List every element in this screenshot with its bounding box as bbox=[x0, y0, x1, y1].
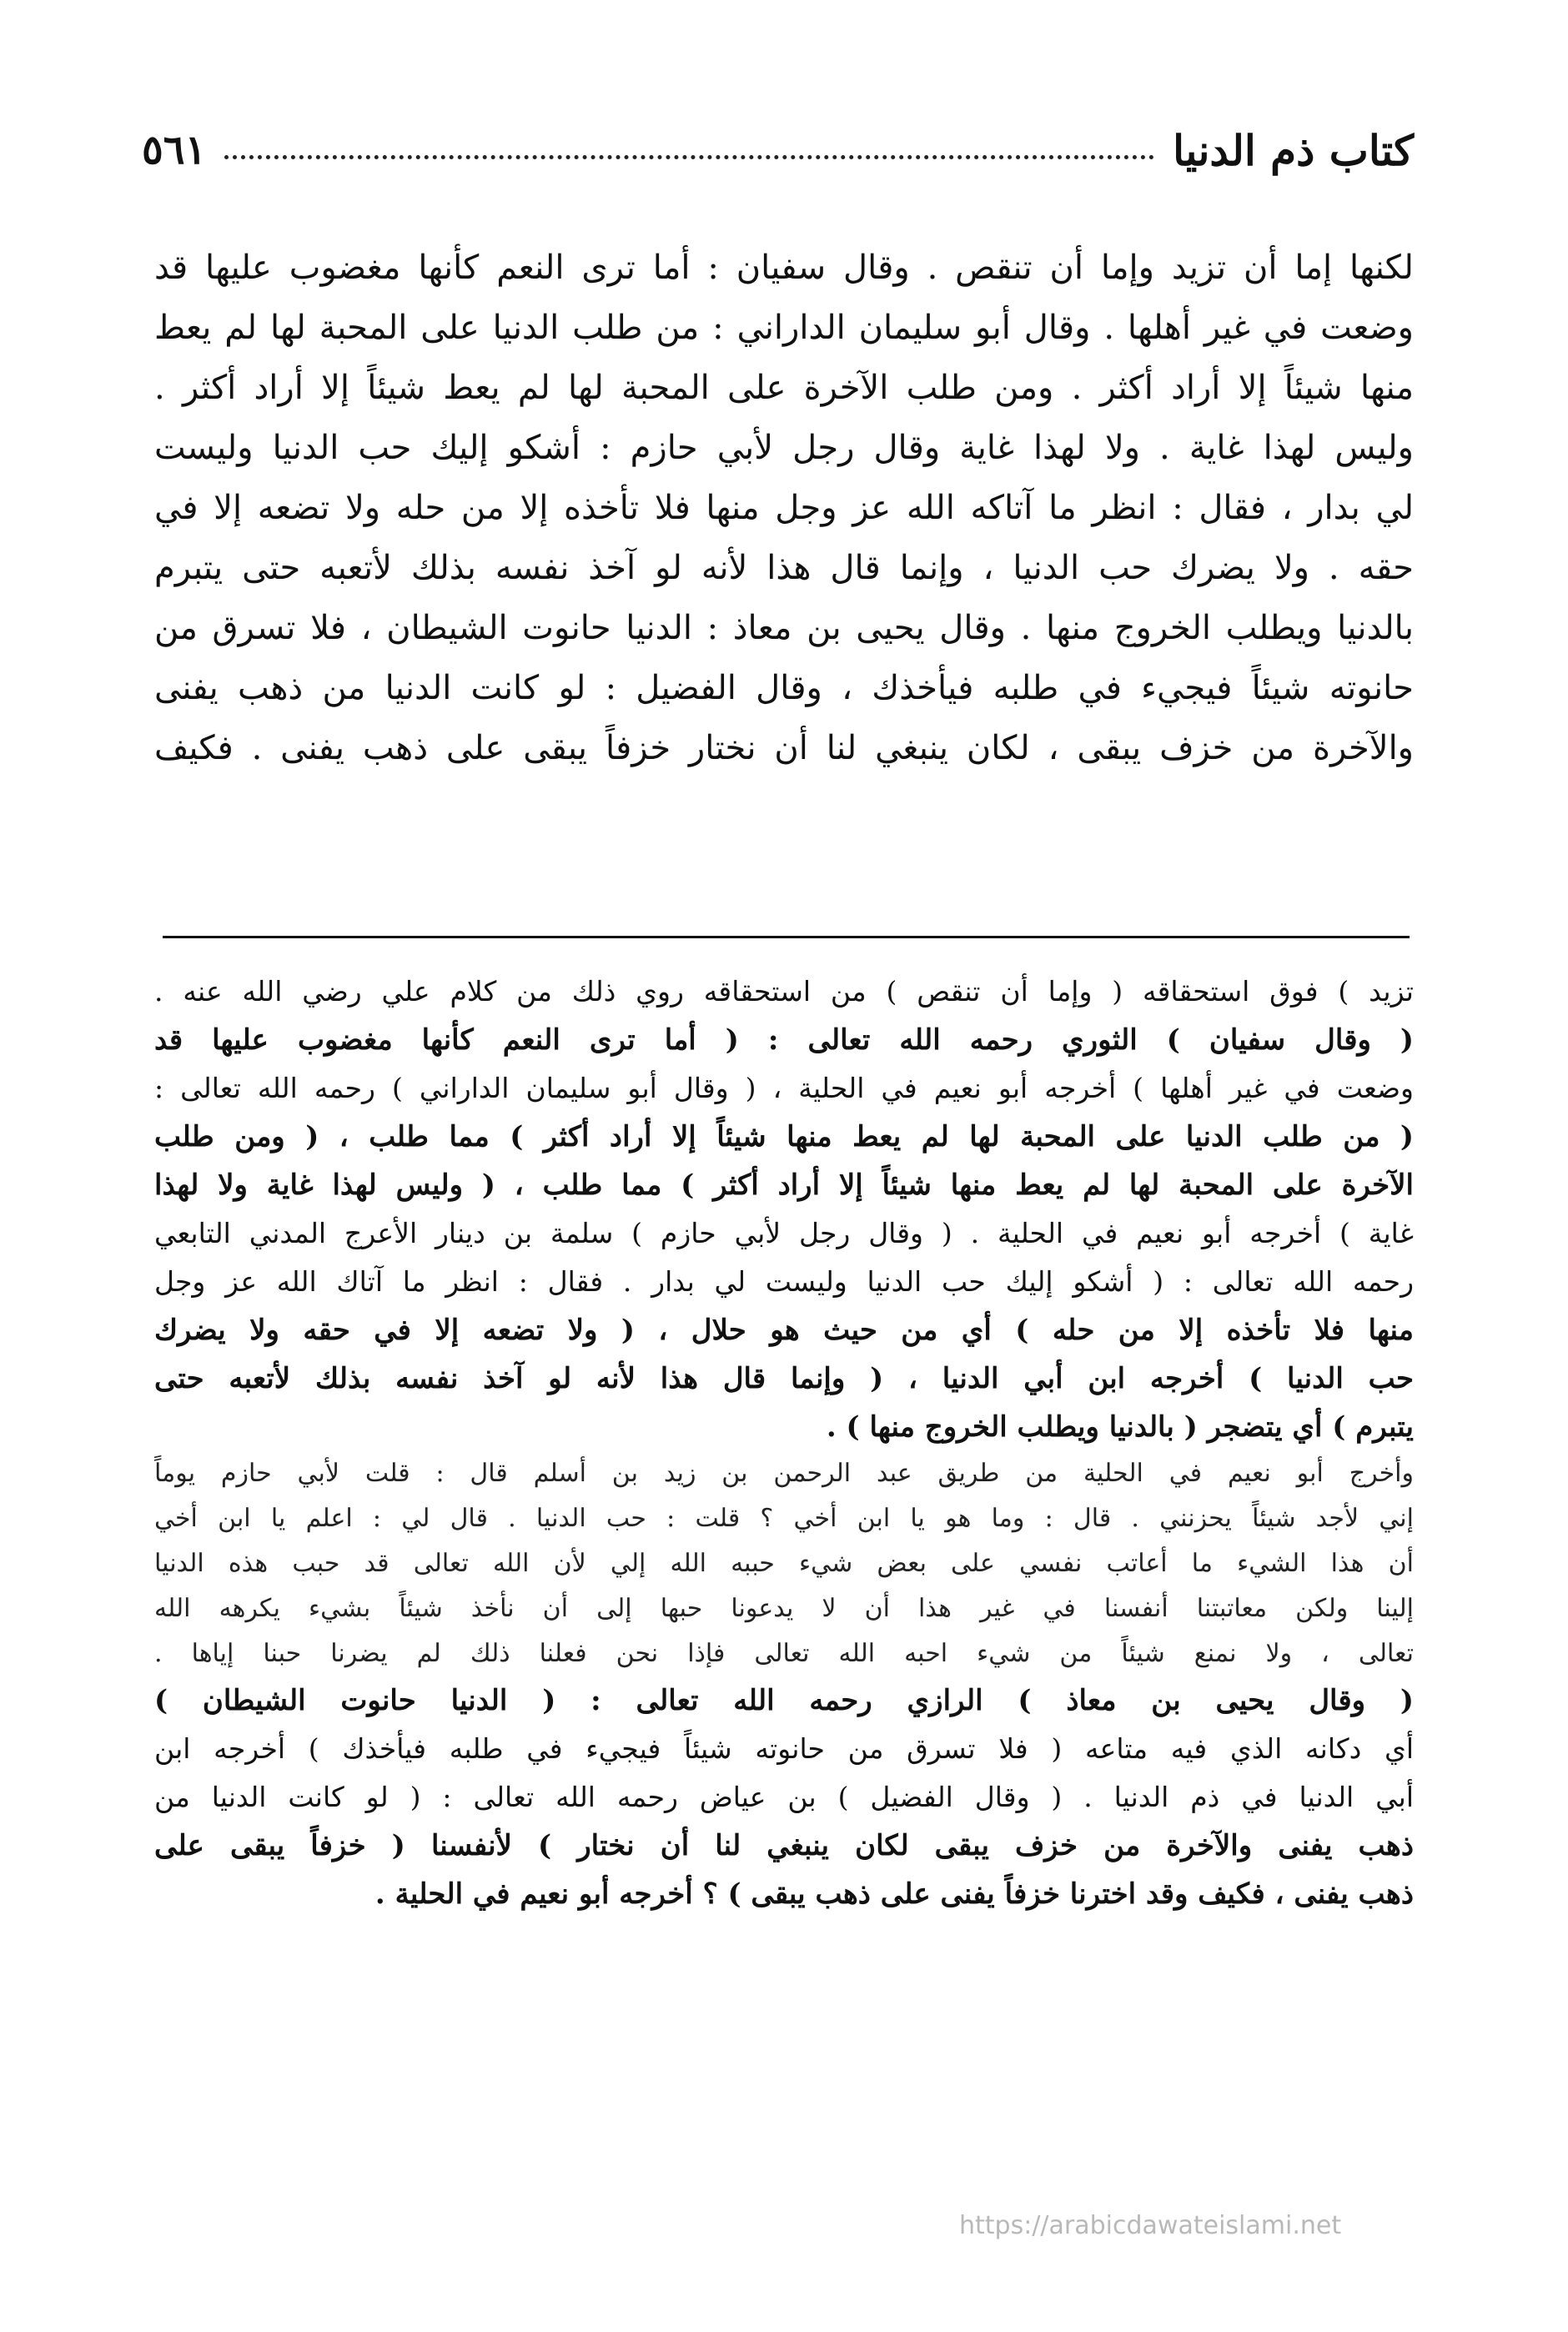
watermark-url: https://arabicdawateislami.net bbox=[959, 2211, 1342, 2240]
main-text-line: لي بدار ، فقال : انظر ما آتاكه الله عز وجل منها فلا تأخذه إلا من حله ولا تضعه إلا في bbox=[154, 489, 1414, 527]
footnote-separator-rule bbox=[163, 936, 1410, 938]
commentary-line: منها فلا تأخذه إلا من حله ) أي من حيث هو حلال ، ( ولا تضعه إلا في حقه ولا يضرك bbox=[154, 1314, 1414, 1347]
commentary-line: غاية ) أخرجه أبو نعيم في الحلية . ( وقال رجل لأبي حازم ) سلمة بن دينار الأعرج المدني التابعي bbox=[154, 1217, 1414, 1249]
commentary-line: إلينا ولكن معاتبتنا أنفسنا في غير هذا أن لا يدعونا حبها إلى أن نأخذ شيئاً بشيء يكرهه الله bbox=[154, 1594, 1414, 1623]
commentary-line: ( وقال سفيان ) الثوري رحمه الله تعالى : ( أما ترى النعم كأنها مغضوب عليها قد bbox=[154, 1023, 1414, 1057]
main-text-line: حانوته شيئاً فيجيء في طلبه فيأخذك ، وقال الفضيل : لو كانت الدنيا من ذهب يفنى bbox=[154, 669, 1414, 707]
commentary-line: أن هذا الشيء ما أعاتب نفسي على بعض شيء حببه الله إلي لأن الله تعالى قد حبب هذه الدنيا bbox=[154, 1549, 1414, 1578]
commentary-line: أبي الدنيا في ذم الدنيا . ( وقال الفضيل ) بن عياض رحمه الله تعالى : ( لو كانت الدنيا من bbox=[154, 1781, 1414, 1813]
header-dotted-leader bbox=[224, 155, 1154, 159]
commentary-line: الآخرة على المحبة لها لم يعط منها شيئاً إلا أراد أكثر ) مما طلب ، ( وليس لهذا غاية ولا لهذا bbox=[154, 1169, 1414, 1202]
main-text-line: والآخرة من خزف يبقى ، لكان ينبغي لنا أن نختار خزفاً يبقى على ذهب يفنى . فكيف bbox=[154, 729, 1414, 767]
running-header bbox=[142, 117, 1414, 183]
commentary-line: وأخرج أبو نعيم في الحلية من طريق عبد الرحمن بن زيد بن أسلم قال : قلت لأبي حازم يوماً bbox=[154, 1459, 1414, 1488]
main-text-line: وضعت في غير أهلها . وقال أبو سليمان الداراني : من طلب الدنيا على المحبة لها لم يعط bbox=[154, 309, 1414, 347]
commentary-line: إني لأجد شيئاً يحزنني . قال : وما هو يا ابن أخي ؟ قلت : حب الدنيا . قال لي : اعلم يا ابن أخي bbox=[154, 1504, 1414, 1533]
commentary-line: ( من طلب الدنيا على المحبة لها لم يعط منها شيئاً إلا أراد أكثر ) مما طلب ، ( ومن طلب bbox=[154, 1120, 1414, 1153]
main-text-line: حقه . ولا يضرك حب الدنيا ، وإنما قال هذا لأنه لو آخذ نفسه بذلك لأتعبه حتى يتبرم bbox=[154, 549, 1414, 587]
main-text-line: بالدنيا ويطلب الخروج منها . وقال يحيى بن معاذ : الدنيا حانوت الشيطان ، فلا تسرق من bbox=[154, 609, 1414, 647]
header-title: كتاب ذم الدنيا bbox=[1173, 125, 1414, 175]
commentary-line: يتبرم ) أي يتضجر ( بالدنيا ويطلب الخروج منها ) . bbox=[826, 1410, 1414, 1444]
commentary-line: ذهب يفنى والآخرة من خزف يبقى لكان ينبغي لنا أن نختار ) لأنفسنا ( خزفاً يبقى على bbox=[154, 1829, 1414, 1862]
commentary-line: حب الدنيا ) أخرجه ابن أبي الدنيا ، ( وإنما قال هذا لأنه لو آخذ نفسه بذلك لأتعبه حتى bbox=[154, 1362, 1414, 1395]
commentary-block bbox=[154, 967, 1414, 1918]
commentary-line: تزيد ) فوق استحقاقه ( وإما أن تنقص ) من استحقاقه روي ذلك من كلام علي رضي الله عنه . bbox=[154, 975, 1414, 1008]
commentary-line: رحمه الله تعالى : ( أشكو إليك حب الدنيا وليست لي بدار . فقال : انظر ما آتاك الله عز وجل bbox=[154, 1265, 1414, 1298]
commentary-line: ذهب يفنى ، فكيف وقد اخترنا خزفاً يفنى على ذهب يبقى ) ؟ أخرجه أبو نعيم في الحلية . bbox=[374, 1877, 1414, 1911]
main-text-line: وليس لهذا غاية . ولا لهذا غاية وقال رجل لأبي حازم : أشكو إليك حب الدنيا وليست bbox=[154, 429, 1414, 467]
commentary-line: تعالى ، ولا نمنع شيئاً من شيء احبه الله تعالى فإذا نحن فعلنا ذلك لم يضرنا حبنا إياها . bbox=[154, 1639, 1414, 1668]
page-number: ٥٦١ bbox=[142, 127, 207, 173]
commentary-line: ( وقال يحيى بن معاذ ) الرازي رحمه الله تعالى : ( الدنيا حانوت الشيطان ) bbox=[154, 1684, 1414, 1717]
main-text-line: لكنها إما أن تزيد وإما أن تنقص . وقال سفيان : أما ترى النعم كأنها مغضوب عليها قد bbox=[154, 249, 1414, 287]
main-text-block bbox=[154, 238, 1414, 778]
commentary-line: وضعت في غير أهلها ) أخرجه أبو نعيم في الحلية ، ( وقال أبو سليمان الداراني ) رحمه الله تعالى : bbox=[154, 1072, 1414, 1104]
main-text-line: منها شيئاً إلا أراد أكثر . ومن طلب الآخرة على المحبة لها لم يعط شيئاً إلا أراد أكثر . bbox=[154, 369, 1414, 407]
commentary-line: أي دكانه الذي فيه متاعه ( فلا تسرق من حانوته شيئاً فيجيء في طلبه فيأخذك ) أخرجه ابن bbox=[154, 1732, 1414, 1765]
